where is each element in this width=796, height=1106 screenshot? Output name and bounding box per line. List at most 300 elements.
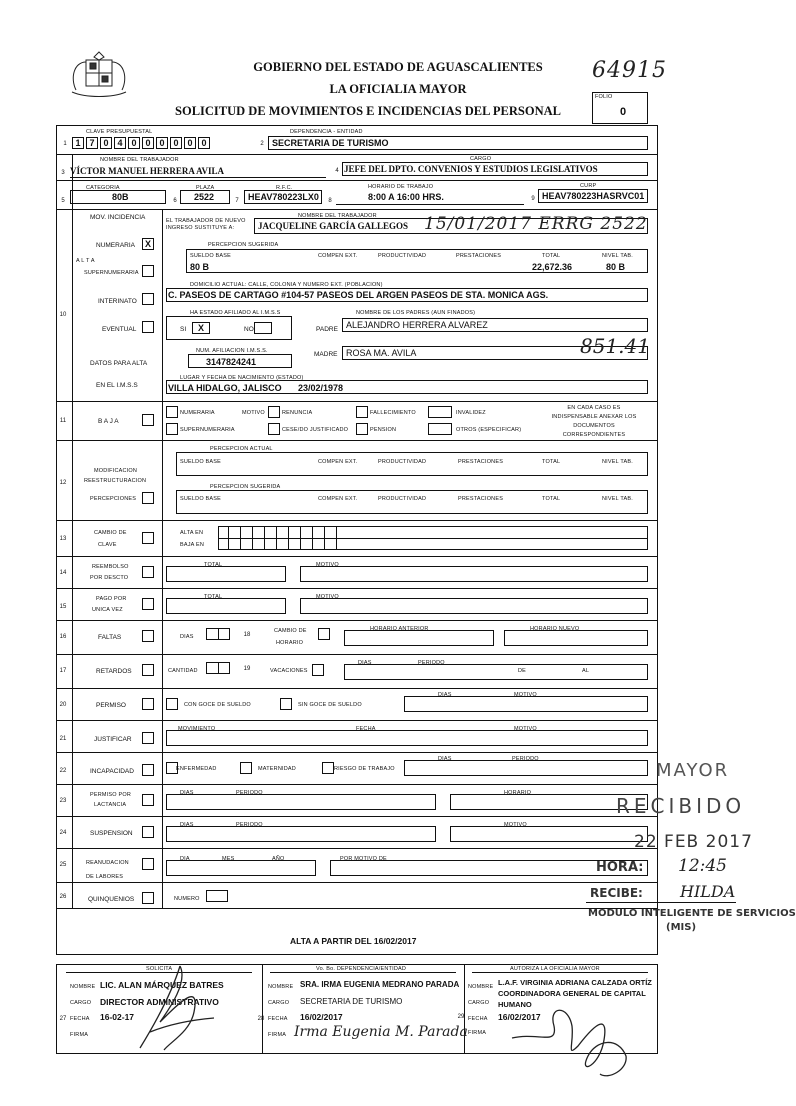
justificar-field[interactable]	[166, 730, 648, 746]
lactancia-label-2: LACTANCIA	[94, 802, 127, 808]
con-goce-checkbox[interactable]	[166, 698, 178, 710]
header-oficialia: LA OFICIALIA MAYOR	[329, 82, 467, 96]
mod2-prestaciones-label: PRESTACIONES	[458, 496, 504, 502]
row-number: 8	[328, 198, 332, 204]
padre-label: PADRE	[316, 326, 338, 333]
nivel-value: 80 B	[606, 262, 626, 272]
divider	[56, 401, 658, 402]
underline	[472, 972, 648, 973]
incapacidad-checkbox[interactable]	[142, 764, 154, 776]
received-stamp	[586, 738, 796, 938]
divider	[56, 688, 658, 689]
alta-partir: ALTA A PARTIR DEL 16/02/2017	[290, 936, 417, 946]
folio-label: FOLIO	[595, 94, 613, 100]
cantidad-label: CANTIDAD	[168, 668, 198, 674]
numero-field[interactable]	[206, 890, 228, 902]
compen-label: COMPEN EXT.	[318, 253, 358, 259]
mod-productividad-label: PRODUCTIVIDAD	[378, 459, 427, 465]
modificacion-checkbox[interactable]	[142, 492, 154, 504]
clave-digit: 7	[86, 137, 98, 149]
divider	[464, 964, 465, 1054]
plaza-value: 2522	[194, 192, 215, 202]
handwritten-number: 64915	[592, 58, 667, 83]
left-column-line	[162, 209, 163, 909]
baja-numeraria-label: NUMERARIA	[180, 410, 215, 416]
signature-1	[120, 962, 230, 1052]
reembolso-checkbox[interactable]	[142, 566, 154, 578]
mod-nivel-label: NIVEL TAB.	[602, 459, 633, 465]
grid-line	[218, 662, 219, 674]
si-label: SI	[180, 326, 187, 333]
sign3-cargo-2: HUMANO	[498, 1000, 532, 1009]
faltas-label: FALTAS	[98, 634, 122, 641]
divider	[56, 556, 658, 557]
stamp-recibido: RECIBIDO	[616, 794, 746, 818]
con-goce-label: CON GOCE DE SUELDO	[184, 702, 251, 708]
reanudacion-motivo-label: POR MOTIVO DE	[340, 856, 387, 862]
eventual-checkbox[interactable]	[142, 321, 154, 333]
row-number: 6	[173, 198, 177, 204]
divider	[56, 209, 658, 210]
sign3-firma-label: FIRMA	[468, 1030, 487, 1036]
riesgo-checkbox[interactable]	[322, 762, 334, 774]
row-number: 14	[59, 570, 67, 576]
domicilio-label: DOMICILIO ACTUAL: CALLE, COLONIA Y NUMERO EXT. (POBLACION)	[190, 282, 383, 288]
suspension-field[interactable]	[166, 826, 436, 842]
baja-supernumeraria-checkbox[interactable]	[166, 423, 178, 435]
sign1-cargo: DIRECTOR ADMINISTRATIVO	[100, 997, 219, 1007]
prestaciones-label: PRESTACIONES	[456, 253, 502, 259]
faltas-dias-label: DIAS	[180, 634, 194, 640]
row-number: 11	[59, 418, 67, 424]
grid-line	[300, 526, 301, 550]
coat-of-arms-icon	[66, 48, 132, 98]
rfc-label: R.F.C.	[276, 185, 293, 191]
underline	[586, 902, 736, 903]
divider	[56, 520, 658, 521]
divider	[56, 752, 658, 753]
susp-motivo-label: MOTIVO	[504, 822, 527, 828]
percepcion-sugerida-label: PERCEPCION SUGERIDA	[210, 484, 281, 490]
row-number: 17	[59, 668, 67, 674]
grid-line	[252, 526, 253, 550]
no-label: NO	[244, 326, 254, 333]
grid-line	[240, 526, 241, 550]
signature-3	[508, 996, 638, 1086]
row-number: 4	[335, 168, 339, 174]
pago-label-2: UNICA VEZ	[92, 607, 123, 613]
underline	[70, 177, 326, 178]
alta-en-label: ALTA EN	[180, 530, 204, 536]
cargo-label: CARGO	[470, 156, 492, 162]
baja-numeraria-checkbox[interactable]	[166, 406, 178, 418]
stamp-mayor: MAYOR	[656, 760, 730, 781]
row-number: 2	[260, 141, 264, 147]
interinato-checkbox[interactable]	[142, 293, 154, 305]
divider	[56, 654, 658, 655]
supernumeraria-label: SUPERNUMERARIA	[84, 270, 139, 276]
fallecimiento-label: FALLECIMIENTO	[370, 410, 416, 416]
cambio-horario-label-2: HORARIO	[276, 640, 304, 646]
faltas-checkbox[interactable]	[142, 630, 154, 642]
sign3-cargo-label: CARGO	[468, 1000, 490, 1006]
nombre-label: NOMBRE DEL TRABAJADOR	[100, 157, 179, 163]
grid-line	[336, 526, 337, 550]
quinquenios-checkbox[interactable]	[142, 892, 154, 904]
row-number: 19	[243, 666, 251, 672]
permiso-checkbox[interactable]	[142, 698, 154, 710]
renuncia-label: RENUNCIA	[282, 410, 313, 416]
grid-line	[276, 526, 277, 550]
baja-nota: EN CADA CASO ES INDISPENSABLE ANEXAR LOS DOCUMENTOS CORRESPONDIENTES	[551, 405, 637, 438]
clave-digit: 0	[156, 137, 168, 149]
divider	[72, 154, 73, 210]
total-value: 22,672.36	[532, 262, 573, 272]
retardos-checkbox[interactable]	[142, 664, 154, 676]
mod2-compen-label: COMPEN EXT.	[318, 496, 358, 502]
reembolso-total-label: TOTAL	[204, 562, 223, 568]
row-number: 28	[257, 1016, 265, 1022]
invalidez-checkbox[interactable]	[428, 406, 452, 418]
mod-label-1: MODIFICACION	[94, 468, 138, 474]
sign3-nombre-label: NOMBRE	[468, 984, 494, 990]
mod-prestaciones-label: PRESTACIONES	[458, 459, 504, 465]
lactancia-field[interactable]	[166, 794, 436, 810]
sin-goce-checkbox[interactable]	[280, 698, 292, 710]
renuncia-checkbox[interactable]	[268, 406, 280, 418]
cambio-checkbox[interactable]	[142, 532, 154, 544]
cese-label: CESE/DO JUSTIFICADO	[282, 427, 349, 433]
row-number: 18	[243, 632, 251, 638]
en-imss-label: EN EL I.M.S.S	[96, 382, 138, 389]
total-label: TOTAL	[542, 253, 561, 259]
reanudacion-label-1: REANUDACION	[86, 860, 129, 866]
signature-2: Irma Eugenia M. Parada	[294, 1024, 468, 1040]
sustituye-label: EL TRABAJADOR DE NUEVO INGRESO SUSTITUYE A:	[166, 218, 246, 231]
sueldo-value: 80 B	[190, 262, 210, 272]
sign2-cargo-label: CARGO	[268, 1000, 290, 1006]
afiliado-label: HA ESTADO AFILIADO AL I.M.S.S	[190, 310, 281, 316]
sign2-cargo: SECRETARIA DE TURISMO	[300, 997, 403, 1006]
percepcion-sugerida-box	[176, 490, 648, 514]
reembolso-motivo-field[interactable]	[300, 566, 648, 582]
mov-label: MOV. INCIDENCIA	[90, 214, 146, 221]
divider	[56, 784, 658, 785]
interinato-label: INTERINATO	[98, 298, 137, 305]
maternidad-checkbox[interactable]	[240, 762, 252, 774]
reembolso-total-field[interactable]	[166, 566, 286, 582]
horario-nuevo-label: HORARIO NUEVO	[530, 626, 580, 632]
grid-line	[312, 526, 313, 550]
baja-checkbox[interactable]	[142, 414, 154, 426]
fallecimiento-checkbox[interactable]	[356, 406, 368, 418]
stamp-mis: (MIS)	[666, 922, 697, 933]
row-number: 12	[59, 480, 67, 486]
row-number: 3	[61, 170, 65, 176]
pension-label: PENSION	[370, 427, 397, 433]
row-number: 15	[59, 604, 67, 610]
handwritten-note: 15/01/2017 ERRG 2522	[424, 214, 648, 234]
row-number: 27	[59, 1016, 67, 1022]
nivel-label: NIVEL TAB.	[602, 253, 633, 259]
clave-digit: 0	[184, 137, 196, 149]
solicita-label: SOLICITA	[146, 966, 173, 972]
row-number: 20	[59, 702, 67, 708]
divider	[56, 720, 658, 721]
sign1-fecha-label: FECHA	[70, 1016, 90, 1022]
reembolso-motivo-label: MOTIVO	[316, 562, 339, 568]
vacaciones-checkbox[interactable]	[312, 664, 324, 676]
dependencia-value: SECRETARIA DE TURISMO	[272, 138, 389, 148]
cambio-horario-checkbox[interactable]	[318, 628, 330, 640]
afiliacion-label: NUM. AFILIACION I.M.S.S.	[196, 348, 268, 354]
mod2-sueldo-label: SUELDO BASE	[180, 496, 222, 502]
underline	[270, 972, 456, 973]
justificar-label: JUSTIFICAR	[94, 736, 132, 743]
lact-periodo-label: PERIODO	[236, 790, 263, 796]
permiso-label: PERMISO	[96, 702, 126, 709]
sign2-nombre: SRA. IRMA EUGENIA MEDRANO PARADA	[300, 980, 460, 989]
row-number: 7	[235, 198, 239, 204]
al-label: AL	[582, 668, 590, 674]
alta-label: A L T A	[76, 258, 95, 264]
suspension-label: SUSPENSION	[90, 830, 133, 837]
lactancia-checkbox[interactable]	[142, 794, 154, 806]
padres-label: NOMBRE DE LOS PADRES (AUN FINADOS)	[356, 310, 476, 316]
grid-line	[264, 526, 265, 550]
clave-digit: 0	[128, 137, 140, 149]
madre-label: MADRE	[314, 351, 338, 358]
reanudacion-fecha-field[interactable]	[166, 860, 316, 876]
stamp-recibe-label: RECIBE:	[590, 886, 643, 900]
numeraria-checkbox[interactable]: X	[142, 238, 154, 250]
lactancia-label-1: PERMISO POR	[90, 792, 132, 798]
numeraria-label: NUMERARIA	[96, 242, 136, 249]
dia-label: DIA	[180, 856, 190, 862]
pago-motivo-field[interactable]	[300, 598, 648, 614]
afiliacion-value: 3147824241	[206, 357, 257, 367]
mod2-nivel-label: NIVEL TAB.	[602, 496, 633, 502]
grid-line	[228, 526, 229, 550]
padre-value: ALEJANDRO HERRERA ALVAREZ	[346, 320, 488, 330]
sign1-nombre: LIC. ALAN MÁRQUEZ BATRES	[100, 980, 224, 990]
row-number: 29	[457, 1014, 465, 1020]
otros-checkbox[interactable]	[428, 423, 452, 435]
form-title: SOLICITUD DE MOVIMIENTOS E INCIDENCIAS DEL PERSONAL	[175, 104, 561, 118]
stamp-modulo: MODULO INTELIGENTE DE SERVICIOS	[588, 908, 796, 919]
justificar-checkbox[interactable]	[142, 732, 154, 744]
susp-dias-label: DIAS	[180, 822, 194, 828]
enfermedad-label: ENFERMEDAD	[176, 766, 217, 772]
pago-total-label: TOTAL	[204, 594, 223, 600]
autoriza-label: AUTORIZA LA OFICIALIA MAYOR	[510, 966, 600, 972]
folio-value: 0	[620, 106, 627, 118]
alta-nombre-label: NOMBRE DEL TRABAJADOR	[298, 213, 377, 219]
header-government: GOBIERNO DEL ESTADO DE AGUASCALIENTES	[253, 60, 543, 74]
permiso-field[interactable]	[404, 696, 648, 712]
pension-checkbox[interactable]	[356, 423, 368, 435]
dependencia-label: DEPENDENCIA - ENTIDAD	[290, 129, 363, 135]
divider	[56, 620, 658, 621]
clave-digit: 4	[114, 137, 126, 149]
divider	[56, 848, 658, 849]
riesgo-label: RIESGO DE TRABAJO	[334, 766, 395, 772]
baja-en-label: BAJA EN	[180, 542, 205, 548]
sign3-fecha-label: FECHA	[468, 1016, 488, 1022]
underline	[336, 204, 524, 205]
clave-digit: 1	[72, 137, 84, 149]
retardos-label: RETARDOS	[96, 668, 132, 675]
lugar-label: LUGAR Y FECHA DE NACIMIENTO (ESTADO)	[180, 375, 304, 381]
sign1-firma-label: FIRMA	[70, 1032, 89, 1038]
categoria-label: CATEGORIA	[86, 185, 120, 191]
divider	[56, 588, 658, 589]
stamp-hora-label: HORA:	[596, 860, 644, 875]
mod-compen-label: COMPEN EXT.	[318, 459, 358, 465]
sueldo-label: SUELDO BASE	[190, 253, 232, 259]
sign3-nombre: L.A.F. VIRGINIA ADRIANA CALZADA ORTÍZ	[498, 978, 652, 987]
domicilio-value: C. PASEOS DE CARTAGO #104-57 PASEOS DEL ARGEN PASEOS DE STA. MONICA AGS.	[168, 290, 549, 300]
mod-total-label: TOTAL	[542, 459, 561, 465]
cambio-horario-label-1: CAMBIO DE	[274, 628, 307, 634]
no-checkbox[interactable]	[254, 322, 272, 334]
row-number: 26	[59, 894, 67, 900]
row-number: 5	[61, 198, 65, 204]
row-number: 25	[59, 862, 67, 868]
incap-dias-label: DIAS	[438, 756, 452, 762]
vacaciones-label: VACACIONES	[270, 668, 308, 674]
madre-value: ROSA MA. AVILA	[346, 348, 417, 358]
clave-digit: 0	[142, 137, 154, 149]
pago-motivo-label: MOTIVO	[316, 594, 339, 600]
justificar-fecha-label: FECHA	[356, 726, 376, 732]
row-number: 22	[59, 768, 67, 774]
stamp-recibe: HILDA	[680, 882, 736, 901]
horario-anterior-field[interactable]	[344, 630, 494, 646]
plaza-label: PLAZA	[196, 185, 215, 191]
row-number: 9	[531, 196, 535, 202]
clave-label: CLAVE PRESUPUESTAL	[86, 129, 153, 135]
horario-anterior-label: HORARIO ANTERIOR	[370, 626, 429, 632]
horario-nuevo-field[interactable]	[504, 630, 648, 646]
permiso-dias-label: DIAS	[438, 692, 452, 698]
row-number: 23	[59, 798, 67, 804]
row-number: 10	[59, 312, 67, 318]
handwritten-amount: 851.41	[580, 334, 650, 358]
alta-nombre-value: JACQUELINE GARCÍA GALLEGOS	[258, 221, 409, 231]
mod-label-2: REESTRUCTURACION	[84, 478, 147, 484]
baja-motivo-label: MOTIVO	[242, 410, 265, 416]
clave-digit: 0	[198, 137, 210, 149]
row-number: 1	[63, 141, 67, 147]
incapacidad-label: INCAPACIDAD	[90, 768, 134, 775]
row-number: 16	[59, 634, 67, 640]
lugar-value: VILLA HIDALGO, JALISCO	[168, 383, 282, 393]
reembolso-label-1: REEMBOLSO	[92, 564, 129, 570]
lact-horario-label: HORARIO	[504, 790, 532, 796]
sin-goce-label: SIN GOCE DE SUELDO	[298, 702, 362, 708]
stamp-hora: 12:45	[678, 856, 727, 876]
fecha-nac-value: 23/02/1978	[298, 383, 344, 393]
cambio-label-1: CAMBIO DE	[94, 530, 127, 536]
movimiento-label: MOVIMIENTO	[178, 726, 216, 732]
stamp-fecha: 22 FEB 2017	[634, 832, 753, 852]
percepcion-actual-label: PERCEPCION ACTUAL	[210, 446, 273, 452]
mod2-total-label: TOTAL	[542, 496, 561, 502]
mes-label: MES	[222, 856, 235, 862]
incap-periodo-label: PERIODO	[512, 756, 539, 762]
pago-total-field[interactable]	[166, 598, 286, 614]
productividad-label: PRODUCTIVIDAD	[378, 253, 427, 259]
suspension-checkbox[interactable]	[142, 826, 154, 838]
sign1-nombre-label: NOMBRE	[70, 984, 96, 990]
divider	[56, 908, 658, 909]
mod-label-3: PERCEPCIONES	[90, 496, 137, 502]
grid-line	[218, 538, 648, 539]
horario-value: 8:00 A 16:00 HRS.	[368, 192, 444, 202]
curp-value: HEAV780223HASRVC01	[542, 191, 645, 201]
lact-dias-label: DIAS	[180, 790, 194, 796]
vac-dias-label: DIAS	[358, 660, 372, 666]
si-checkbox[interactable]: X	[192, 322, 210, 334]
pago-checkbox[interactable]	[142, 598, 154, 610]
reanudacion-checkbox[interactable]	[142, 858, 154, 870]
datos-alta-label: DATOS PARA ALTA	[90, 360, 148, 367]
baja-label: B A J A	[98, 418, 119, 425]
left-column-line	[72, 209, 73, 909]
supernumeraria-checkbox[interactable]	[142, 265, 154, 277]
grid-line	[218, 628, 219, 640]
eventual-label: EVENTUAL	[102, 326, 137, 333]
pago-label-1: PAGO POR	[96, 596, 127, 602]
cese-checkbox[interactable]	[268, 423, 280, 435]
horario-label: HORARIO DE TRABAJO	[368, 184, 434, 190]
nombre-value: VÍCTOR MANUEL HERRERA AVILA	[70, 166, 224, 176]
cambio-label-2: CLAVE	[98, 542, 117, 548]
reembolso-label-2: POR DESCTO	[90, 575, 129, 581]
divider	[56, 440, 658, 441]
permiso-motivo-label: MOTIVO	[514, 692, 537, 698]
sign2-fecha-label: FECHA	[268, 1016, 288, 1022]
cargo-value: JEFE DEL DPTO. CONVENIOS Y ESTUDIOS LEGISLATIVOS	[344, 164, 598, 174]
sign1-cargo-label: CARGO	[70, 1000, 92, 1006]
mod2-productividad-label: PRODUCTIVIDAD	[378, 496, 427, 502]
numero-label: NUMERO	[174, 896, 200, 902]
clave-digit: 0	[170, 137, 182, 149]
justificar-motivo-label: MOTIVO	[514, 726, 537, 732]
sign1-fecha: 16-02-17	[100, 1012, 135, 1022]
reanudacion-label-2: DE LABORES	[86, 874, 124, 880]
maternidad-label: MATERNIDAD	[258, 766, 296, 772]
divider	[262, 964, 263, 1054]
clave-digit: 0	[100, 137, 112, 149]
quinquenios-label: QUINQUENIOS	[88, 896, 135, 903]
clave-digits[interactable]	[72, 137, 262, 151]
sign2-nombre-label: NOMBRE	[268, 984, 294, 990]
vac-field[interactable]	[344, 664, 648, 680]
mod-sueldo-label: SUELDO BASE	[180, 459, 222, 465]
vac-periodo-label: PERIODO	[418, 660, 445, 666]
row-number: 13	[59, 536, 67, 542]
row-number: 21	[59, 736, 67, 742]
divider	[56, 180, 658, 181]
sign2-fecha: 16/02/2017	[300, 1012, 343, 1022]
divider	[56, 882, 658, 883]
vobo-label: Vo. Bo. DEPENDENCIA/ENTIDAD	[316, 966, 407, 972]
otros-label: OTROS (ESPECIFICAR)	[456, 427, 522, 433]
susp-periodo-label: PERIODO	[236, 822, 263, 828]
divider	[56, 816, 658, 817]
